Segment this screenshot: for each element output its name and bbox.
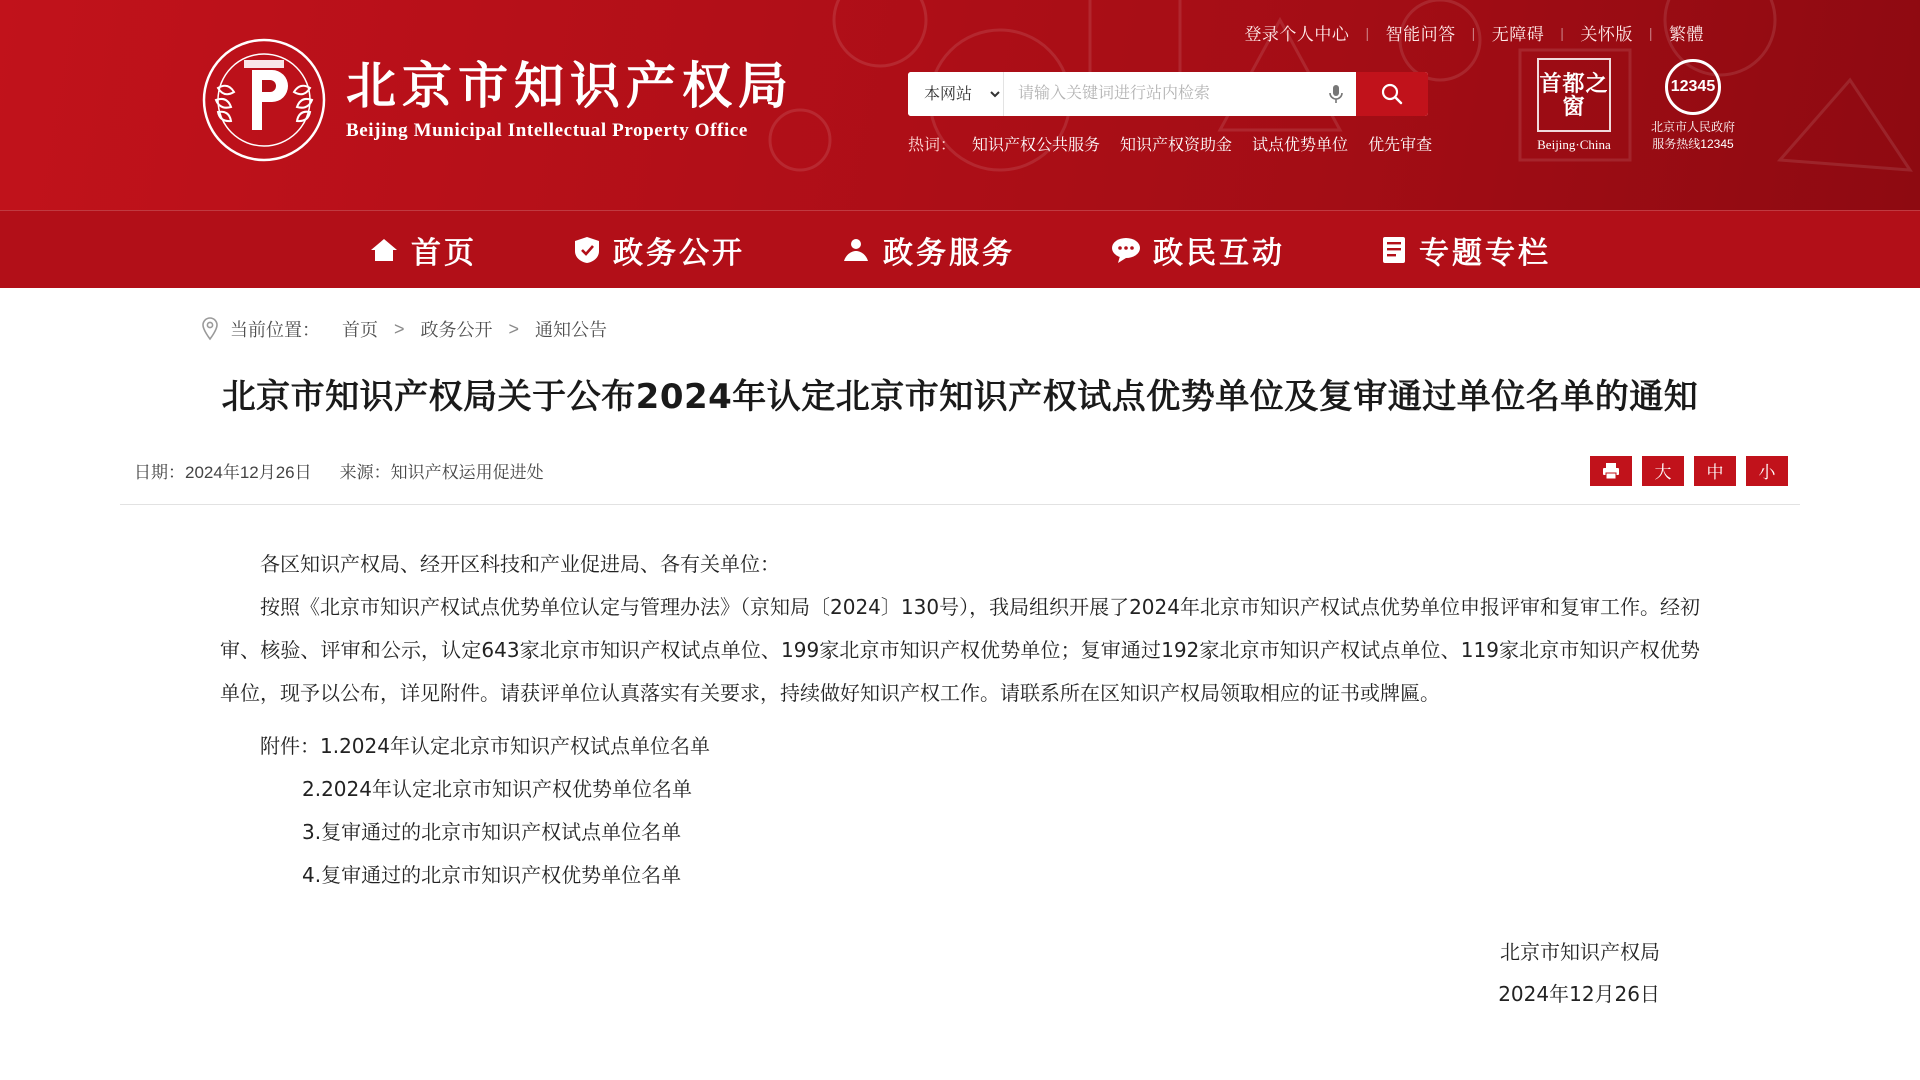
attachment-row: [220, 725, 1700, 768]
article-date-label: 日期：: [134, 463, 185, 483]
attachment-row: [220, 811, 1700, 854]
microphone-icon[interactable]: [1316, 72, 1356, 116]
hot-word-0[interactable]: 知识产权公共服务: [972, 137, 1101, 154]
attachment-row: [220, 854, 1700, 897]
utility-separator: |: [1471, 24, 1476, 41]
logo-title-en: Beijing Municipal Intellectual Property Office: [346, 120, 748, 141]
attachment-link-2[interactable]: 2.2024年认定北京市知识产权优势单位名单: [302, 776, 692, 801]
signature-org: 北京市知识产权局: [1500, 939, 1660, 964]
utility-link-traditional[interactable]: 繁體: [1669, 25, 1704, 44]
beijing-badge-text: 首都之窗: [1537, 58, 1611, 132]
hot-word-3[interactable]: 优先审查: [1368, 137, 1433, 154]
article-container: [120, 374, 1800, 1015]
location-pin-icon: [200, 317, 220, 341]
signature-date: 2024年12月26日: [1498, 981, 1660, 1006]
shield-icon: [573, 235, 601, 265]
beijing-china-badge[interactable]: [1537, 58, 1611, 153]
utility-link-login[interactable]: 登录个人中心: [1244, 25, 1350, 44]
article-date-value: 2024年12月26日: [185, 463, 312, 483]
font-large-button[interactable]: 大: [1642, 456, 1684, 486]
breadcrumb-item-disclosure[interactable]: 政务公开: [420, 320, 493, 340]
breadcrumb-arrow: >: [508, 318, 520, 339]
book-icon: [1381, 235, 1407, 265]
nav-item-government-disclosure[interactable]: [573, 228, 745, 272]
site-header: [0, 0, 1920, 210]
hotline-number: 12345: [1665, 59, 1721, 115]
breadcrumb-arrow: >: [394, 318, 405, 339]
search-scope-select[interactable]: [908, 72, 1004, 116]
hotline-line2: 服务热线12345: [1652, 136, 1734, 151]
article-signature: [220, 931, 1700, 1015]
article-meta: [120, 456, 1800, 486]
article-paragraph: 按照《北京市知识产权试点优势单位认定与管理办法》（京知局〔2024〕130号），我局组织开展了2024年北京市知识产权试点优势单位申报评审和复审工作。经初审、核验、评审和公示，认定643家北京市知识产权试点单位、199家北京市知识产权优势单位；复审通过192家北京市知识产权试点单位、119家北京市知识产权优势单位，现予以公布，详见附件。请获评单位认真落实有关要求，持续做好知识产权工作。请联系所在区知识产权局领取相应的证书或牌匾。: [220, 594, 1700, 705]
utility-links: [1228, 20, 1720, 45]
article-paragraph: 各区知识产权局、经开区科技和产业促进局、各有关单位：: [260, 551, 780, 576]
ip-office-emblem-icon: [200, 36, 328, 164]
nav-item-label: 首页: [411, 235, 477, 271]
utility-separator: |: [1648, 24, 1653, 41]
nav-item-government-service[interactable]: [841, 228, 1015, 272]
hotline-line1: 北京市人民政府: [1650, 120, 1735, 135]
article-source-value: 知识产权运用促进处: [390, 463, 544, 483]
nav-item-public-interaction[interactable]: [1111, 228, 1285, 272]
nav-item-label: 政民互动: [1153, 235, 1285, 271]
breadcrumb: [0, 288, 1920, 342]
attachment-link-1[interactable]: 1.2024年认定北京市知识产权试点单位名单: [320, 733, 710, 758]
service-person-icon: [841, 235, 871, 265]
font-medium-button[interactable]: 中: [1694, 456, 1736, 486]
article-source: [340, 458, 544, 483]
site-search: [908, 72, 1428, 116]
utility-separator: |: [1560, 24, 1565, 41]
main-navigation: [0, 210, 1920, 288]
utility-separator: |: [1365, 24, 1370, 41]
article-tools: [1590, 456, 1788, 486]
attachment-list: [220, 725, 1700, 897]
hot-words: [908, 132, 1442, 155]
logo-title-cn: 北京市知识产权局: [346, 57, 794, 115]
chat-bubble-icon: [1111, 236, 1141, 264]
hot-word-2[interactable]: 试点优势单位: [1252, 137, 1349, 154]
nav-item-label: 专题专栏: [1419, 235, 1551, 271]
font-small-button[interactable]: 小: [1746, 456, 1788, 486]
attachment-row: [220, 768, 1700, 811]
hot-word-1[interactable]: 知识产权资助金: [1120, 137, 1233, 154]
home-icon: [369, 235, 399, 265]
breadcrumb-item-home[interactable]: 首页: [342, 320, 378, 340]
breadcrumb-item-notice[interactable]: 通知公告: [535, 320, 608, 340]
search-input[interactable]: [1004, 72, 1316, 116]
header-badges: [1537, 58, 1735, 153]
attachments-label: 附件：: [260, 733, 320, 758]
hotline-12345-badge[interactable]: [1651, 59, 1735, 151]
site-logo[interactable]: [200, 36, 794, 164]
beijing-badge-caption: Beijing·China: [1537, 137, 1611, 152]
page-title: 北京市知识产权局关于公布2024年认定北京市知识产权试点优势单位及复审通过单位名单的通知: [221, 377, 1699, 417]
article-date: [134, 458, 312, 483]
print-button[interactable]: [1590, 456, 1632, 486]
nav-item-special-column[interactable]: [1381, 228, 1551, 272]
nav-item-label: 政务服务: [883, 235, 1015, 271]
breadcrumb-label: 当前位置：: [230, 320, 320, 340]
hot-words-label: 热词：: [908, 137, 957, 154]
nav-item-home[interactable]: [369, 228, 477, 272]
search-button[interactable]: [1356, 72, 1428, 116]
utility-link-care-version[interactable]: 关怀版: [1580, 25, 1633, 44]
utility-link-smart-qa[interactable]: 智能问答: [1385, 25, 1456, 44]
article-source-label: 来源：: [339, 463, 391, 483]
attachment-link-3[interactable]: 3.复审通过的北京市知识产权试点单位名单: [302, 819, 682, 844]
nav-item-label: 政务公开: [613, 235, 745, 271]
article-body: [120, 505, 1800, 1015]
attachment-link-4[interactable]: 4.复审通过的北京市知识产权优势单位名单: [302, 862, 682, 887]
utility-link-accessibility[interactable]: 无障碍: [1491, 25, 1545, 44]
